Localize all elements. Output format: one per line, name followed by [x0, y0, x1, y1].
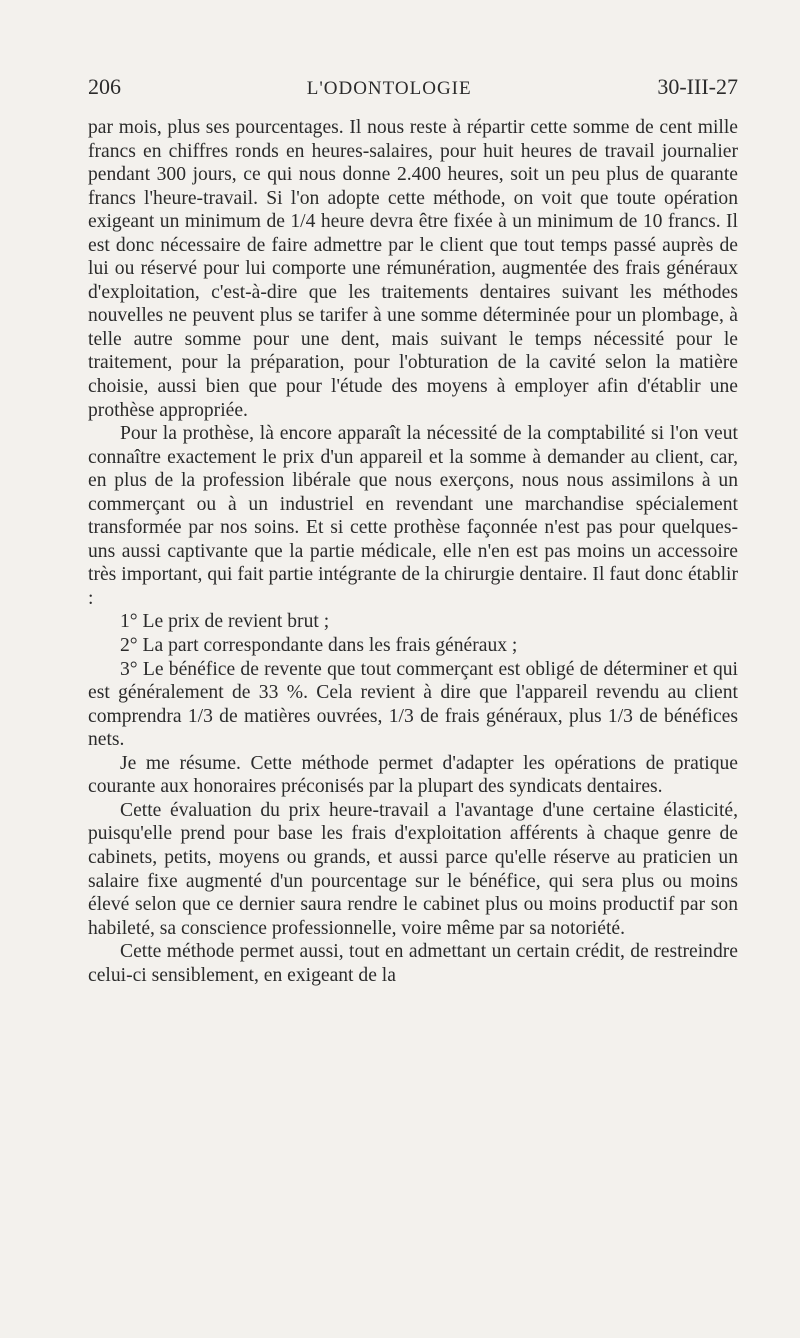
paragraph-5: Cette méthode permet aussi, tout en admettant un certain crédit, de restreindre celui-ci sensiblement, en exigeant de la: [88, 941, 738, 986]
page: [88, 74, 738, 1304]
list-item-2: 2° La part correspondante dans les frais généraux ;: [120, 635, 518, 657]
paragraph-3: Je me résume. Cette méthode permet d'adapter les opérations de pratique courante aux honoraires préconisés par la plupart des syndicats dentaires.: [88, 752, 738, 798]
list-item-3: 3° Le bénéfice de revente que tout commerçant est obligé de déterminer et qui est généralement de 33 %. Cela revient à dire que l'appareil revendu au client comprendra 1/3 de matières ouvrées, 1/3 de frais généraux, plus 1/3 de bénéfices nets.: [88, 658, 738, 751]
page-number: 206: [88, 74, 121, 99]
paragraph-1: par mois, plus ses pourcentages. Il nous reste à répartir cette somme de cent mille francs en chiffres ronds en heures-salaires, pour huit heures de travail journalier pendant 300 jours, ce qui nous donne 2.400 heures, soit un peu plus de quarante francs l'heure-travail. Si l'on adopte cette méthode, on voit que toute opération exigeant un minimum de 1/4 heure devra être fixée à un minimum de 10 francs. Il est donc nécessaire de faire admettre par le client que tout temps passé auprès de lui ou réservé pour lui comporte une rémunération, augmentée des frais généraux d'exploitation, c'est-à-dire que les traitements dentaires suivant les méthodes nouvelles ne peuvent plus se tarifer à une somme déterminée pour un plombage, à telle autre somme pour une dent, mais suivant le temps nécessité pour le traitement, pour la préparation, pour l'obturation de la cavité selon la matière choisie, aussi bien que pour l'étude des moyens à employer afin d'établir une prothèse appropriée.: [88, 117, 738, 421]
running-head: [88, 74, 738, 104]
paragraph-2: Pour la prothèse, là encore apparaît la nécessité de la comptabilité si l'on veut connaître exactement le prix d'un appareil et la somme à demander au client, car, en plus de la profession libérale que nous exerçons, nous nous assimilons à un commerçant ou à un industriel en revendant une marchandise spécialement transformée par nos soins. Et si cette prothèse façonnée n'est pas pour quelques-uns aussi captivante que la partie médicale, elle n'en est pas moins un accessoire très important, qui fait partie intégrante de la chirurgie dentaire. Il faut donc établir :: [88, 423, 738, 609]
list-item-1: 1° Le prix de revient brut ;: [120, 611, 330, 633]
paragraph-4: Cette évaluation du prix heure-travail a l'avantage d'une certaine élasticité, puisqu'elle prend pour base les frais d'exploitation afférents à chaque genre de cabinets, petits, moyens ou grands, et aussi parce qu'elle réserve au praticien un salaire fixe augmenté d'un pourcentage sur le bénéfice, qui sera plus ou moins élevé selon que ce dernier saura rendre le cabinet plus ou moins productif par son habileté, sa conscience professionnelle, voire même par sa notoriété.: [88, 799, 738, 939]
issue-date: 30-III-27: [657, 74, 738, 99]
journal-title: L'ODONTOLOGIE: [306, 78, 472, 99]
body-text: [88, 116, 738, 987]
